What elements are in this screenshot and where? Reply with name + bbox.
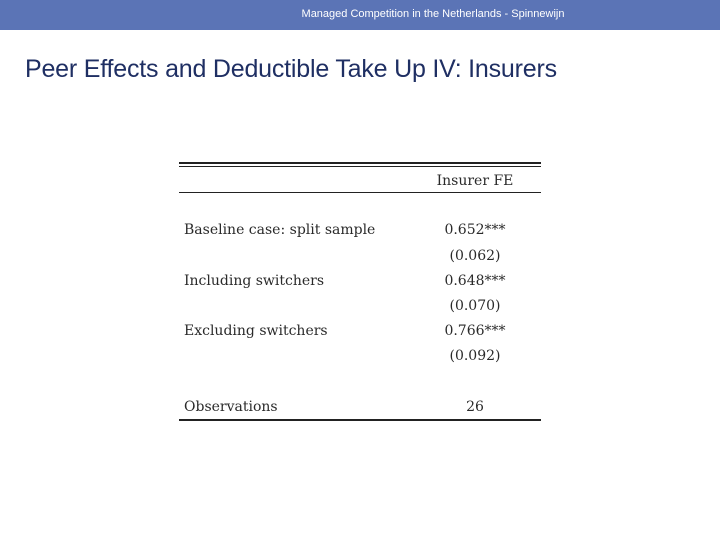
row-se-baseline: (0.062) (449, 248, 501, 264)
slide-title: Peer Effects and Deductible Take Up IV: Insurers (25, 55, 557, 83)
row-label-baseline: Baseline case: split sample (184, 222, 376, 238)
row-label-including: Including switchers (184, 273, 325, 289)
row-se-excluding: (0.092) (449, 348, 501, 364)
table-top-rule (179, 162, 541, 164)
header-text: Managed Competition in the Netherlands - Spinnewijn (301, 8, 565, 20)
observations-label: Observations (184, 399, 278, 415)
observations-value: 26 (466, 399, 484, 415)
table-top-rule-second (179, 166, 541, 167)
row-se-including: (0.070) (449, 298, 501, 314)
row-coef-excluding: 0.766*** (444, 323, 506, 339)
table-bottom-rule (179, 419, 541, 421)
row-label-excluding: Excluding switchers (184, 323, 328, 339)
row-coef-baseline: 0.652*** (444, 222, 506, 238)
header-bar (0, 0, 720, 30)
row-coef-including: 0.648*** (444, 273, 506, 289)
header-rule (179, 192, 541, 193)
column-header: Insurer FE (436, 173, 514, 189)
